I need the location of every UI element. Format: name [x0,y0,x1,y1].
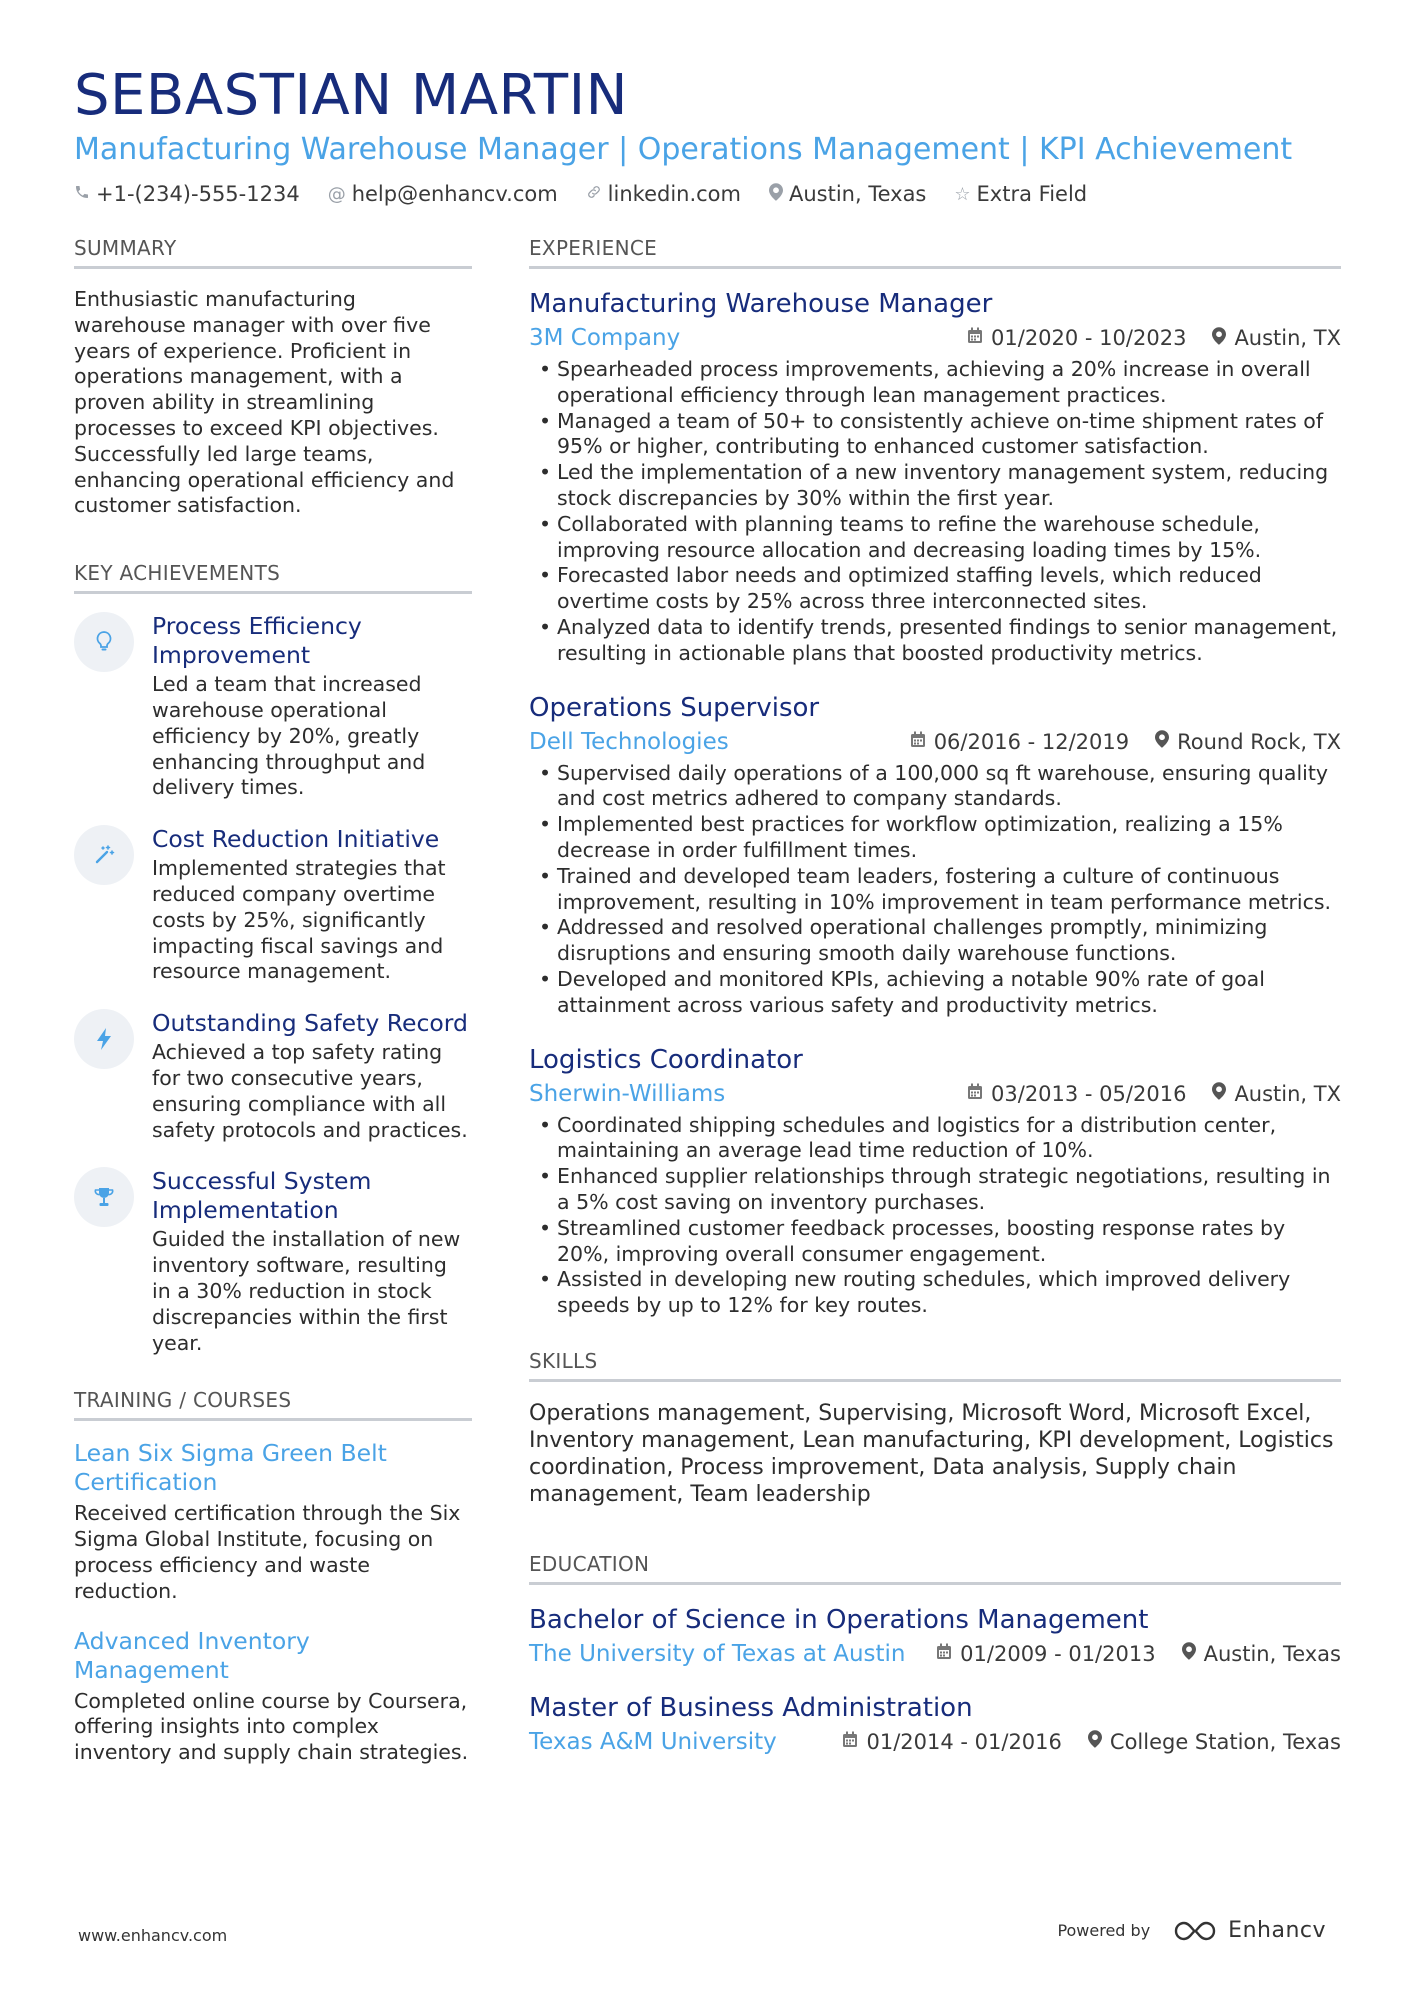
job-bullet: • Collaborated with planning teams to refine the warehouse schedule, improving resource allocation and decreasing loading times by 15%. [529,512,1341,564]
job-location: Round Rock, TX [1177,729,1341,754]
calendar-icon [910,731,926,753]
summary-title: SUMMARY [74,236,472,269]
summary-text: Enthusiastic manufacturing warehouse manager with over five years of experience. Proficient in operations management, with a proven ability in streamlining processes to exceed KPI objectives. Successfully led large teams, enhancing operational efficiency and customer satisfaction. [74,287,455,518]
education-entry [529,1603,1341,1669]
job-company: 3M Company [529,325,681,351]
education-section [529,1552,1341,1757]
link-icon [586,184,602,205]
calendar-icon [967,327,983,349]
achievement-title: Process Efficiency Improvement [152,612,362,670]
footer-branding [1057,1918,1326,1943]
contact-linkedin[interactable] [586,182,741,206]
contact-phone[interactable] [74,182,300,206]
magic-wand-icon [74,825,134,885]
location-icon [1088,1730,1102,1753]
achievements-section [74,561,472,1356]
job-dates: 01/2020 - 10/2023 [991,326,1187,350]
lightbulb-icon [74,612,134,672]
school-name: The University of Texas at Austin [529,1640,906,1667]
job-bullet: • Coordinated shipping schedules and logistics for a distribution center, maintaining an average lead time reduction of 10%. [529,1113,1341,1165]
achievement-desc: Achieved a top safety rating for two consecutive years, ensuring compliance with all safety protocols and practices. [152,1040,468,1142]
education-title: EDUCATION [529,1552,1341,1585]
achievement-item [74,825,472,985]
job-bullet: • Spearheaded process improvements, achieving a 20% increase in overall operational efficiency through lean management practices. [529,357,1341,409]
resume-header [74,62,1344,206]
calendar-icon [936,1643,952,1665]
achievement-title: Outstanding Safety Record [152,1009,468,1038]
job-entry [529,1043,1341,1319]
location-icon [1212,327,1226,350]
job-bullets [529,761,1341,1019]
at-icon: @ [327,183,346,205]
job-bullet: • Supervised daily operations of a 100,000 sq ft warehouse, ensuring quality and cost metrics adhered to company standards. [529,761,1341,813]
calendar-icon [967,1083,983,1105]
achievement-item [74,1167,472,1356]
achievement-desc: Guided the installation of new inventory software, resulting in a 30% reduction in stock discrepancies within the first year. [152,1227,461,1355]
achievement-item [74,1009,472,1143]
footer-website[interactable]: www.enhancv.com [78,1926,228,1945]
location-icon [769,183,783,206]
achievement-desc: Led a team that increased warehouse operational efficiency by 20%, greatly enhancing throughput and delivery times. [152,672,426,800]
school-name: Texas A&M University [529,1728,777,1755]
job-dates: 03/2013 - 05/2016 [991,1081,1187,1106]
contact-email[interactable] [328,182,558,206]
skills-title: SKILLS [529,1349,1341,1382]
course-item [74,1439,472,1604]
summary-section [74,236,472,519]
education-dates: 01/2014 - 01/2016 [866,1729,1062,1754]
job-bullet: • Addressed and resolved operational challenges promptly, minimizing disruptions and ensuring smooth daily warehouse functions. [529,915,1341,967]
training-title: TRAINING / COURSES [74,1388,472,1421]
location-icon [1212,1082,1226,1105]
education-location: College Station, Texas [1109,1729,1341,1754]
brand-name: Enhancv [1228,1918,1326,1943]
job-bullet: • Enhanced supplier relationships through strategic negotiations, resulting in a 5% cost saving on inventory purchases. [529,1164,1341,1216]
trophy-icon [74,1167,134,1227]
degree-title: Bachelor of Science in Operations Management [529,1604,1149,1635]
course-title: Lean Six Sigma Green Belt Certification [74,1439,387,1497]
experience-section [529,236,1341,1319]
education-entry [529,1691,1341,1757]
job-bullet: • Developed and monitored KPIs, achieving a notable 90% rate of goal attainment across various safety and productivity metrics. [529,967,1341,1019]
star-icon: ☆ [954,183,971,205]
job-company: Dell Technologies [529,728,729,755]
course-title: Advanced Inventory Management [74,1626,310,1684]
contact-bar [74,182,1344,206]
location-icon [1182,1642,1196,1665]
enhancv-logo-icon [1172,1919,1218,1943]
job-bullet: • Assisted in developing new routing schedules, which improved delivery speeds by up to 12% for key routes. [529,1267,1341,1319]
achievement-title: Successful System Implementation [152,1167,372,1225]
enhancv-logo[interactable] [1172,1918,1326,1943]
skills-section [529,1349,1341,1508]
job-bullet: • Trained and developed team leaders, fostering a culture of continuous improvement, resulting in 10% improvement in team performance metrics. [529,864,1341,916]
achievement-title: Cost Reduction Initiative [152,825,440,854]
job-bullets [529,1113,1341,1319]
lightning-icon [74,1009,134,1069]
contact-email-text: help@enhancv.com [351,182,558,206]
job-dates: 06/2016 - 12/2019 [933,729,1130,754]
achievement-item [74,612,472,801]
training-section [74,1388,472,1766]
job-location: Austin, TX [1234,326,1341,350]
calendar-icon [842,1731,858,1753]
contact-extra-text: Extra Field [976,182,1088,206]
experience-title: EXPERIENCE [529,236,1341,269]
course-desc: Completed online course by Coursera, offering insights into complex inventory and supply chain strategies. [74,1688,469,1765]
course-item [74,1627,472,1766]
job-title: Logistics Coordinator [529,1044,803,1075]
education-dates: 01/2009 - 01/2013 [960,1641,1156,1666]
job-company: Sherwin-Williams [529,1080,726,1107]
education-location: Austin, Texas [1203,1641,1341,1666]
left-column [74,236,472,1788]
powered-by-text: Powered by [1057,1921,1151,1940]
right-column [529,236,1341,1779]
job-location: Austin, TX [1234,1081,1341,1106]
job-entry [529,287,1341,667]
job-bullet: • Streamlined customer feedback processes, boosting response rates by 20%, improving overall consumer engagement. [529,1216,1341,1268]
achievements-title: KEY ACHIEVEMENTS [74,561,472,594]
job-entry [529,691,1341,1019]
job-bullet: • Implemented best practices for workflow optimization, realizing a 15% decrease in order fulfillment times. [529,812,1341,864]
job-title: Operations Supervisor [529,692,820,723]
job-title: Manufacturing Warehouse Manager [529,289,993,319]
course-desc: Received certification through the Six Sigma Global Institute, focusing on process efficiency and waste reduction. [74,1501,461,1603]
candidate-tagline: Manufacturing Warehouse Manager | Operations Management | KPI Achievement [74,132,1293,167]
job-bullet: • Analyzed data to identify trends, presented findings to senior management, resulting in actionable plans that boosted productivity metrics. [529,615,1341,667]
job-bullets [529,357,1341,667]
candidate-name: SEBASTIAN MARTIN [74,63,628,128]
skills-text: Operations management, Supervising, Microsoft Word, Microsoft Excel, Inventory management, Lean manufacturing, KPI development, Logistics coordination, Process improvement, Data analysis, Supply chain management, Team leadership [529,1400,1334,1507]
contact-extra [954,182,1087,206]
contact-linkedin-text: linkedin.com [607,182,741,206]
contact-phone-text: +1-(234)-555-1234 [96,182,300,206]
degree-title: Master of Business Administration [529,1692,973,1723]
job-bullet: • Managed a team of 50+ to consistently achieve on-time shipment rates of 95% or higher, contributing to enhanced customer satisfaction. [529,409,1341,461]
location-icon [1155,730,1169,753]
phone-icon [74,184,90,205]
job-bullet: • Led the implementation of a new inventory management system, reducing stock discrepancies by 30% within the first year. [529,460,1341,512]
job-bullet: • Forecasted labor needs and optimized staffing levels, which reduced overtime costs by 25% across three interconnected sites. [529,563,1341,615]
contact-location-text: Austin, Texas [788,182,927,206]
achievement-desc: Implemented strategies that reduced company overtime costs by 25%, significantly impacting fiscal savings and resource management. [152,856,446,984]
contact-location [769,182,926,206]
